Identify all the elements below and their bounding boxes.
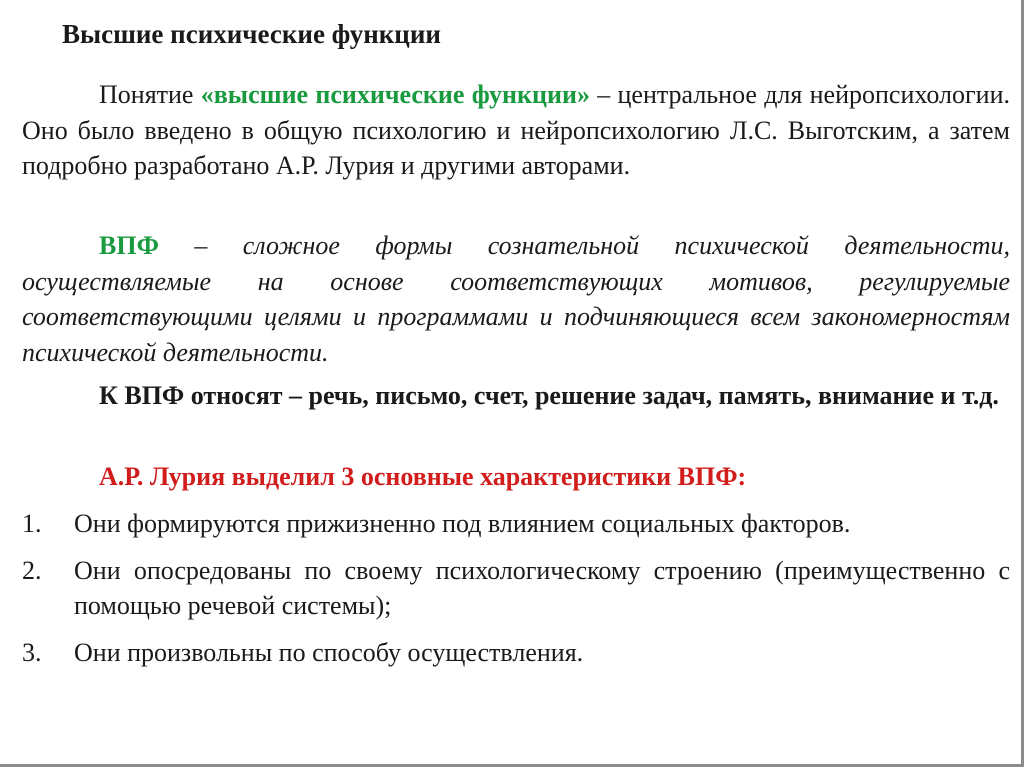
list-item-text: Они формируются прижизненно под влиянием социальных факторов. (74, 509, 851, 538)
list-item (22, 506, 1010, 542)
list-item (22, 553, 1010, 624)
paragraph-lead-text: Понятие (99, 80, 201, 109)
list-item-text: Они произвольны по способу осуществления. (74, 637, 584, 667)
slide-title: Высшие психические функции (62, 19, 441, 49)
list-item-number: 2. (22, 555, 42, 585)
paragraph-vpf-definition (22, 228, 1010, 370)
list-item-number: 1. (22, 509, 42, 538)
paragraph-body-text: – центральное для нейропсихологии. Оно было введено в общую психологию и нейропсихологию Л.С. Выготским, а затем подробно разработано А.Р. Лурия и другими авторами. (22, 80, 1011, 180)
definition-text: – сложное формы сознательной психической деятельности, осуществляемые на основе соответствующих мотивов, регулируемые соответствующими целями и программами и подчиняющиеся всем закономерностям психической деятельности. (22, 231, 1010, 367)
paragraph-vpf-list: К ВПФ относят – речь, письмо, счет, решение задач, память, внимание и т.д. (99, 381, 999, 410)
characteristics-heading: А.Р. Лурия выделил 3 основные характеристики ВПФ: (99, 462, 747, 491)
list-item (22, 635, 1010, 671)
list-item-number: 3. (22, 637, 42, 667)
highlighted-abbreviation: ВПФ (99, 231, 159, 260)
paragraph-definition-intro (22, 77, 1010, 184)
list-item-text: Они опосредованы по своему психологическому строению (преимущественно с помощью речевой системы); (74, 555, 1010, 620)
characteristics-list (22, 506, 1010, 681)
highlighted-term: «высшие психические функции» (200, 80, 590, 109)
